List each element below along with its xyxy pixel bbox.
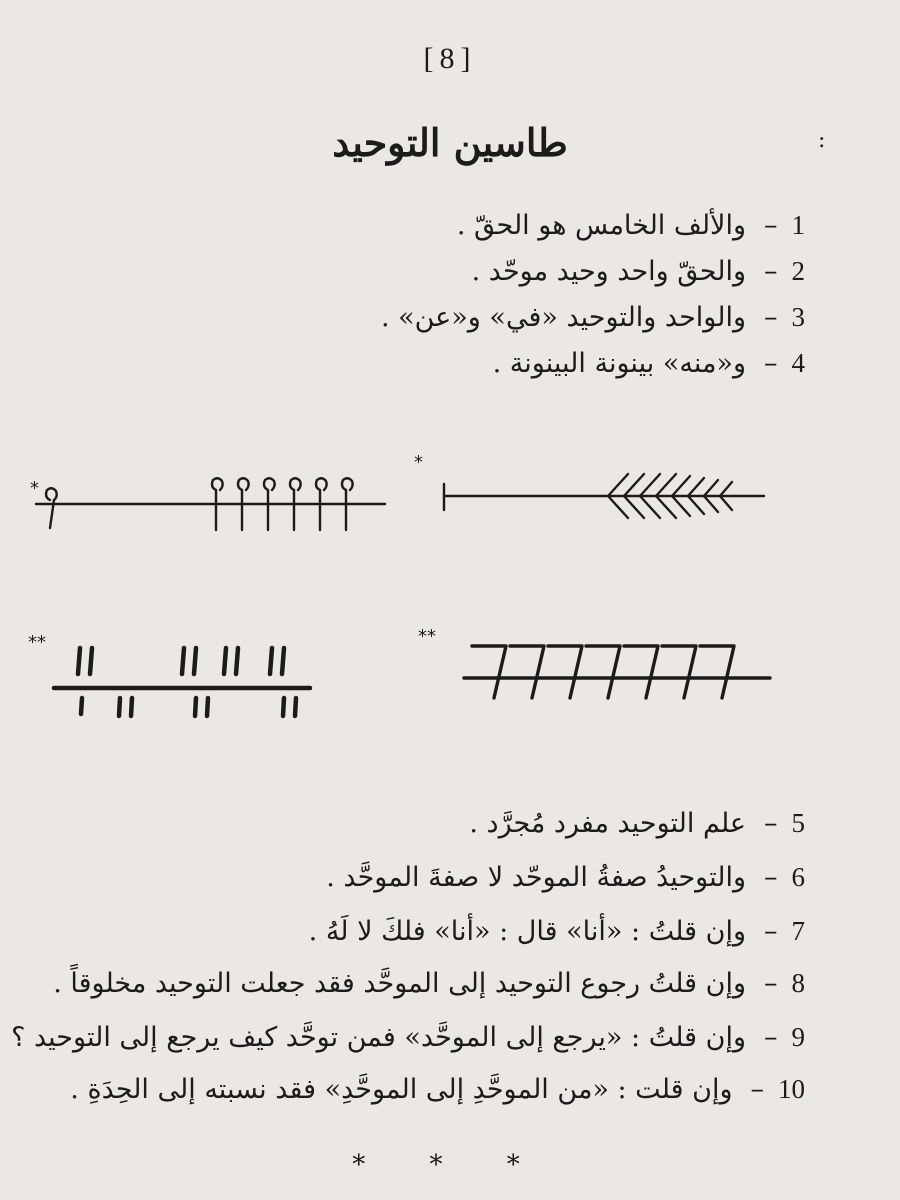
verse-dash: – [764,348,778,379]
figure-mark-bottom-right: ** [418,626,436,647]
page-title: طاسين التوحيد [332,120,568,165]
figure-fletched-line [438,460,778,540]
verse-number: 4 [791,348,805,378]
figure-stroke-pairs [40,636,320,726]
verse-line-1 [60,210,805,256]
verse-number: 5 [791,808,805,838]
verse-line-8 [53,968,805,1014]
page-number: [8] [423,42,477,75]
verse-text: وإن قلتُ رجوع التوحيد إلى الموحَّد فقد جعلت التوحيد مخلوقاً . [53,968,746,999]
figure-mark-top-right: * [414,452,423,473]
verse-text: والحقّ واحد وحيد موحّد . [471,256,746,287]
verse-text: وإن قلتُ : «يرجع إلى الموحَّد» فمن توحَّد كيف يرجع إلى التوحيد ؟ [11,1022,746,1053]
verse-dash: – [764,210,778,241]
section-end-stars: * * * [352,1150,548,1180]
verse-text: وإن قلت : «من الموحَّدِ إلى الموحَّدِ» فقد نسبته إلى الحِدَةِ . [70,1074,733,1105]
verse-text: والواحد والتوحيد «في» و«عن» . [380,302,746,333]
verse-dash: – [750,1074,764,1105]
verse-line-7 [60,916,805,962]
verse-text: والتوحيدُ صفةُ الموحّد لا صفةَ الموحَّد . [326,862,746,893]
verse-line-9 [11,1022,805,1068]
verse-dash: – [764,808,778,839]
figure-mark-top-left: * [30,478,39,499]
margin-colon: : [818,128,826,153]
verse-number: 9 [791,1022,805,1052]
verse-line-3 [60,302,805,348]
verse-line-10 [60,1074,805,1120]
verse-dash: – [764,302,778,333]
verse-text: والألف الخامس هو الحقّ . [456,210,746,241]
verse-line-5 [60,808,805,854]
verse-line-2 [60,256,805,302]
verse-dash: – [764,862,778,893]
verse-text: و«منه» بينونة البينونة . [492,348,746,379]
verse-line-4 [60,348,805,394]
verse-number: 7 [791,916,805,946]
verse-number: 2 [791,256,805,286]
verse-number: 1 [791,210,805,240]
verse-dash: – [764,968,778,999]
figure-seven-strokes [458,632,778,712]
verse-dash: – [764,256,778,287]
verse-line-6 [60,862,805,908]
verse-number: 10 [778,1074,805,1104]
verse-dash: – [764,916,778,947]
verse-number: 6 [791,862,805,892]
figure-mark-bottom-left: ** [28,632,46,653]
verse-number: 3 [791,302,805,332]
verse-number: 8 [791,968,805,998]
verse-dash: – [764,1022,778,1053]
verse-text: علم التوحيد مفرد مُجرَّد . [469,808,746,839]
verse-text: وإن قلتُ : «أنا» قال : «أنا» فلكَ لا لَهُ . [308,916,746,947]
figure-hook-line [30,470,400,550]
